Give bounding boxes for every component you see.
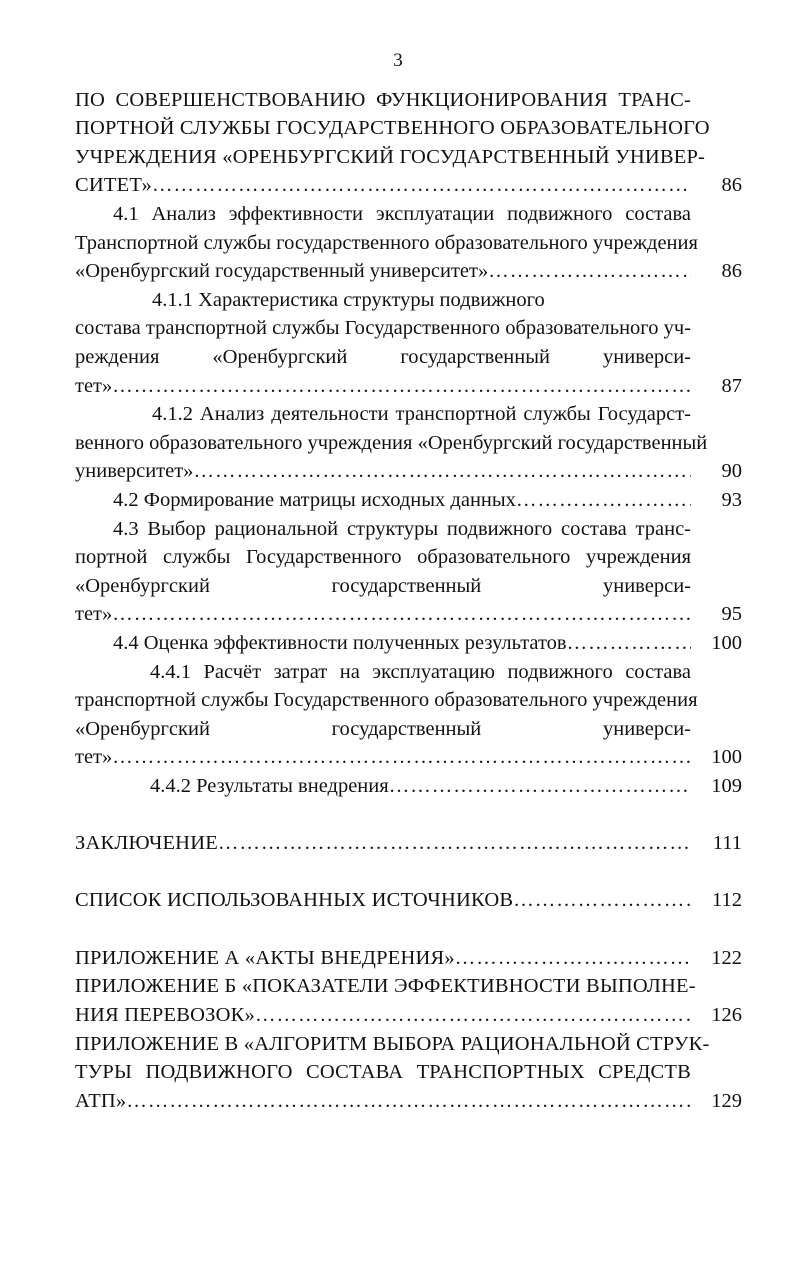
toc-subsection-last-line — [75, 743, 691, 771]
toc-entry-text: университет» — [75, 460, 194, 482]
toc-page-number: 100 — [711, 632, 742, 654]
toc-appendix-v-line: ПРИЛОЖЕНИЕ В «АЛГОРИТМ ВЫБОРА РАЦИОНАЛЬНОЙ СТРУК- — [75, 1033, 710, 1055]
toc-entry-text: СПИСОК ИСПОЛЬЗОВАННЫХ ИСТОЧНИКОВ — [75, 889, 514, 911]
toc-page-number: 86 — [721, 174, 742, 196]
toc-entry-text: ЗАКЛЮЧЕНИЕ — [75, 832, 218, 854]
leader-dots — [488, 257, 691, 285]
toc-entry-text: тет» — [75, 746, 113, 768]
toc-page-number: 87 — [721, 375, 742, 397]
leader-dots — [112, 372, 691, 400]
toc-entry-text: СИТЕТ» — [75, 174, 152, 196]
toc-page-number: 86 — [721, 260, 742, 282]
toc-appendix-v-last-line — [75, 1087, 691, 1115]
toc-page-number: 100 — [711, 746, 742, 768]
toc-appendix-b-last-line — [75, 1001, 691, 1029]
toc-page-number: 111 — [712, 832, 742, 854]
toc-conclusion-line — [75, 829, 691, 857]
toc-section-line: Транспортной службы государственного образовательного учреждения — [75, 232, 698, 254]
toc-chapter-title-last-line — [75, 171, 691, 199]
toc-entry-text: АТП» — [75, 1090, 127, 1112]
leader-dots — [218, 829, 691, 857]
toc-subsection-line: 4.1.2 Анализ деятельности транспортной службы Государст- — [152, 403, 691, 425]
toc-entry-text: НИЯ ПЕРЕВОЗОК» — [75, 1004, 255, 1026]
leader-dots — [567, 629, 691, 657]
toc-section-line: портной службы Государственного образовательного учреждения — [75, 546, 691, 568]
leader-dots — [126, 1087, 691, 1115]
toc-subsection-line: 4.4.1 Расчёт затрат на эксплуатацию подвижного состава — [150, 661, 691, 683]
toc-subsection-line: реждения «Оренбургский государственный универси- — [75, 346, 691, 368]
toc-page-number: 122 — [711, 947, 742, 969]
toc-appendix-v-line: ТУРЫ ПОДВИЖНОГО СОСТАВА ТРАНСПОРТНЫХ СРЕДСТВ — [75, 1061, 691, 1083]
toc-subsection-last-line — [75, 372, 691, 400]
toc-entry-text: «Оренбургский государственный университет» — [75, 260, 489, 282]
toc-section-last-line — [113, 486, 691, 514]
toc-entry-text: тет» — [75, 375, 113, 397]
toc-section-line: 4.1 Анализ эффективности эксплуатации подвижного состава — [113, 203, 691, 225]
leader-dots — [389, 772, 691, 800]
toc-entry-text: тет» — [75, 603, 113, 625]
toc-subsection-last-line — [75, 457, 691, 485]
toc-page-number: 90 — [721, 460, 742, 482]
toc-section-last-line — [75, 600, 691, 628]
toc-entry-text: 4.4.2 Результаты внедрения — [150, 775, 389, 797]
toc-page-number: 95 — [721, 603, 742, 625]
toc-page-number: 112 — [712, 889, 742, 911]
leader-dots — [255, 1001, 691, 1029]
leader-dots — [112, 600, 691, 628]
leader-dots — [152, 171, 691, 199]
toc-page-number: 126 — [711, 1004, 742, 1026]
toc-chapter-title-line: ПО СОВЕРШЕНСТВОВАНИЮ ФУНКЦИОНИРОВАНИЯ ТРАНС- — [75, 89, 691, 111]
toc-subsection-last-line — [150, 772, 691, 800]
toc-subsection-line: транспортной службы Государственного образовательного учреждения — [75, 689, 698, 711]
toc-subsection-line: «Оренбургский государственный универси- — [75, 718, 691, 740]
toc-page-number: 129 — [711, 1090, 742, 1112]
leader-dots — [112, 743, 691, 771]
toc-appendix-b-line: ПРИЛОЖЕНИЕ Б «ПОКАЗАТЕЛИ ЭФФЕКТИВНОСТИ ВЫПОЛНЕ- — [75, 975, 696, 997]
leader-dots — [193, 457, 691, 485]
toc-subsection-line: состава транспортной службы Государственного образовательного уч- — [75, 317, 691, 339]
toc-appendix-a-line — [75, 944, 691, 972]
toc-subsection-line: 4.1.1 Характеристика структуры подвижного — [152, 289, 545, 311]
toc-chapter-title-line: ПОРТНОЙ СЛУЖБЫ ГОСУДАРСТВЕННОГО ОБРАЗОВАТЕЛЬНОГО — [75, 117, 710, 139]
toc-section-last-line — [113, 629, 691, 657]
leader-dots — [513, 886, 691, 914]
toc-entry-text: 4.2 Формирование матрицы исходных данных — [113, 489, 516, 511]
toc-page-number: 93 — [721, 489, 742, 511]
toc-entry-text: 4.4 Оценка эффективности полученных результатов — [113, 632, 567, 654]
toc-subsection-line: венного образовательного учреждения «Оренбургский государственный — [75, 432, 708, 454]
toc-section-last-line — [75, 257, 691, 285]
toc-section-line: 4.3 Выбор рациональной структуры подвижного состава транс- — [113, 518, 691, 540]
leader-dots — [516, 486, 691, 514]
toc-page-number: 109 — [711, 775, 742, 797]
toc-chapter-title-line: УЧРЕЖДЕНИЯ «ОРЕНБУРГСКИЙ ГОСУДАРСТВЕННЫЙ УНИВЕР- — [75, 146, 706, 168]
toc-entry-text: ПРИЛОЖЕНИЕ А «АКТЫ ВНЕДРЕНИЯ» — [75, 947, 455, 969]
toc-section-line: «Оренбургский государственный универси- — [75, 575, 691, 597]
toc-sources-line — [75, 886, 691, 914]
leader-dots — [455, 944, 691, 972]
page-number: 3 — [393, 50, 403, 71]
